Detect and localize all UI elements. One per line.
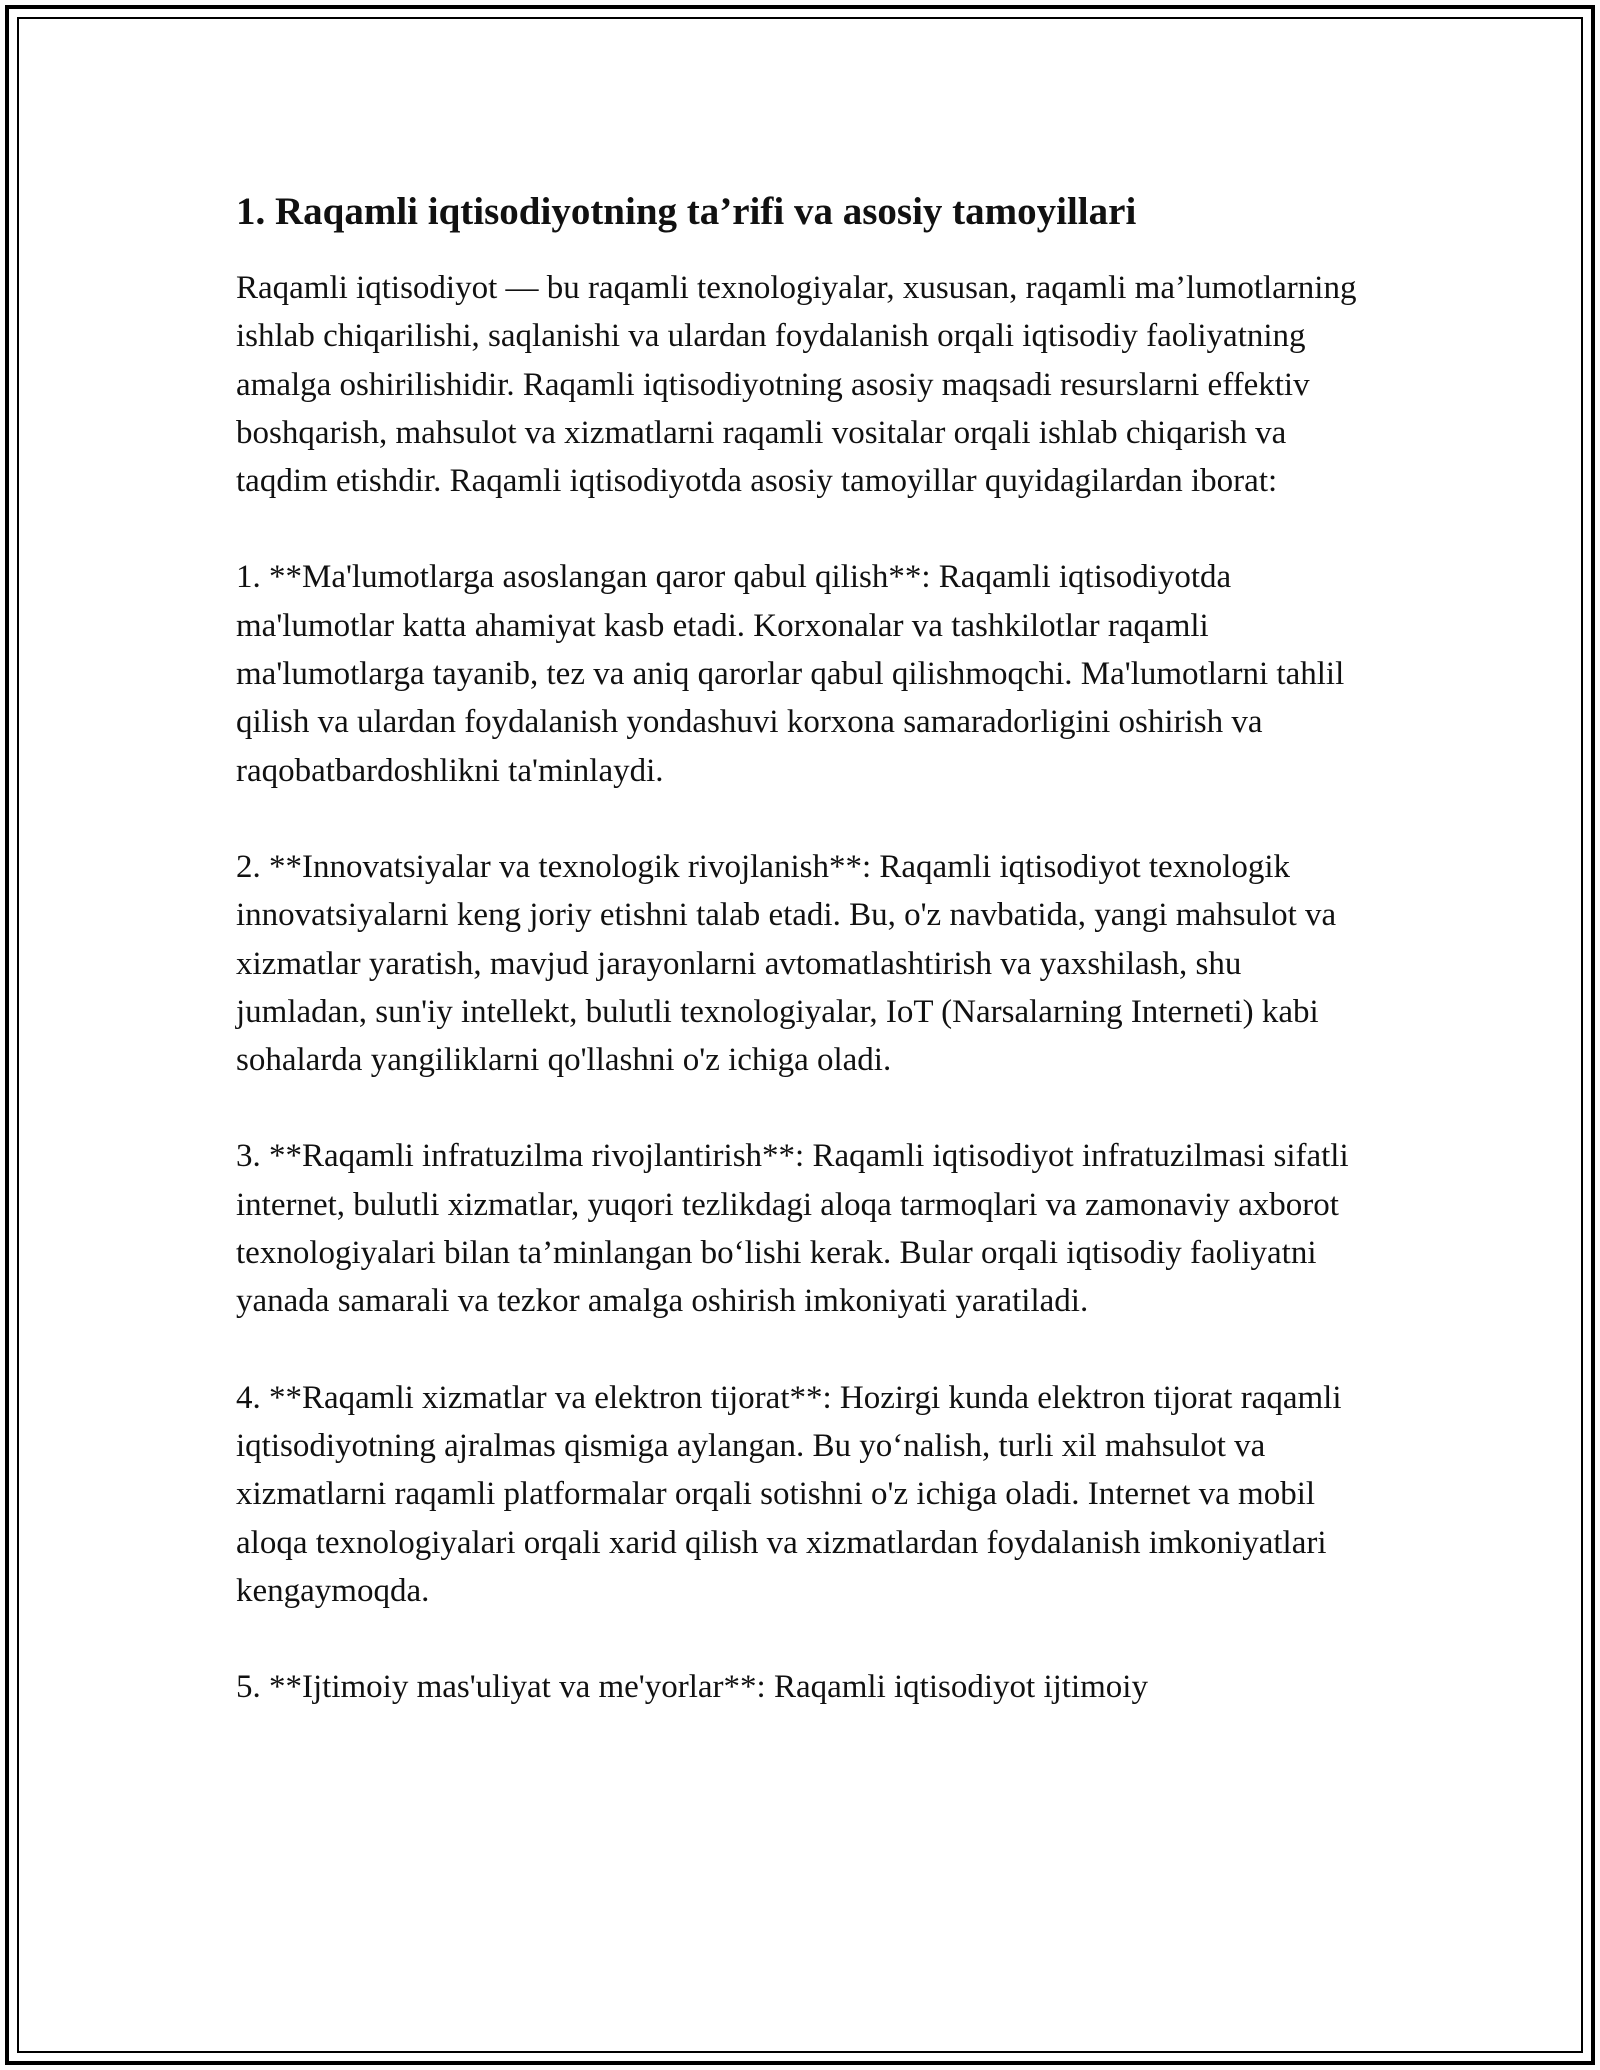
principle-item-5: 5. **Ijtimoiy mas'uliyat va me'yorlar**: Raqamli iqtisodiyot ijtimoiy: [236, 1669, 1148, 1706]
intro-paragraph: Raqamli iqtisodiyot — bu raqamli texnologiyalar, xususan, raqamli ma’lumotlarning ishlab chiqarilishi, saqlanishi va ulardan foydalanish orqali iqtisodiy faoliyatning amalga oshirilishidir. Raqamli iqtisodiyotning asosiy maqsadi resurslarni effektiv boshqarish, mahsulot va xizmatlarni raqamli vositalar orqali ishlab chiqarish va taqdim etishdir. Raqamli iqtisodiyotda asosiy tamoyillar quyidagilardan iborat:: [236, 270, 1365, 500]
section-heading: 1. Raqamli iqtisodiyotning ta’rifi va asosiy tamoyillari: [236, 190, 1137, 233]
principle-item-1: 1. **Ma'lumotlarga asoslangan qaror qabul qilish**: Raqamli iqtisodiyotda ma'lumotlar katta ahamiyat kasb etadi. Korxonalar va tashkilotlar raqamli ma'lumotlarga tayanib, tez va aniq qarorlar qabul qilishmoqchi. Ma'lumotlarni tahlil qilish va ulardan foydalanish yondashuvi korxona samaradorligini oshirish va raqobatbardoshlikni ta'minlaydi.: [236, 559, 1353, 789]
principle-item-3: 3. **Raqamli infratuzilma rivojlantirish**: Raqamli iqtisodiyot infratuzilmasi sifatli internet, bulutli xizmatlar, yuqori tezlikdagi aloqa tarmoqlari va zamonaviy axborot texnologiyalari bilan ta’minlangan bo‘lishi kerak. Bular orqali iqtisodiy faoliyatni yanada samarali va tezkor amalga oshirish imkoniyati yaratiladi.: [236, 1138, 1357, 1320]
principle-item-4: 4. **Raqamli xizmatlar va elektron tijorat**: Hozirgi kunda elektron tijorat raqamli iqtisodiyotning ajralmas qismiga aylangan. Bu yo‘nalish, turli xil mahsulot va xizmatlarni raqamli platformalar orqali sotishni o'z ichiga oladi. Internet va mobil aloqa texnologiyalari orqali xarid qilish va xizmatlardan foydalanish imkoniyatlari kengaymoqda.: [236, 1379, 1350, 1609]
document-body: [236, 188, 1376, 1759]
principle-item-2: 2. **Innovatsiyalar va texnologik rivojlanish**: Raqamli iqtisodiyot texnologik innovatsiyalarni keng joriy etishni talab etadi. Bu, o'z navbatida, yangi mahsulot va xizmatlar yaratish, mavjud jarayonlarni avtomatlashtirish va yaxshilash, shu jumladan, sun'iy intellekt, bulutli texnologiyalar, IoT (Narsalarning Interneti) kabi sohalarda yangiliklarni qo'llashni o'z ichiga oladi.: [236, 848, 1345, 1079]
